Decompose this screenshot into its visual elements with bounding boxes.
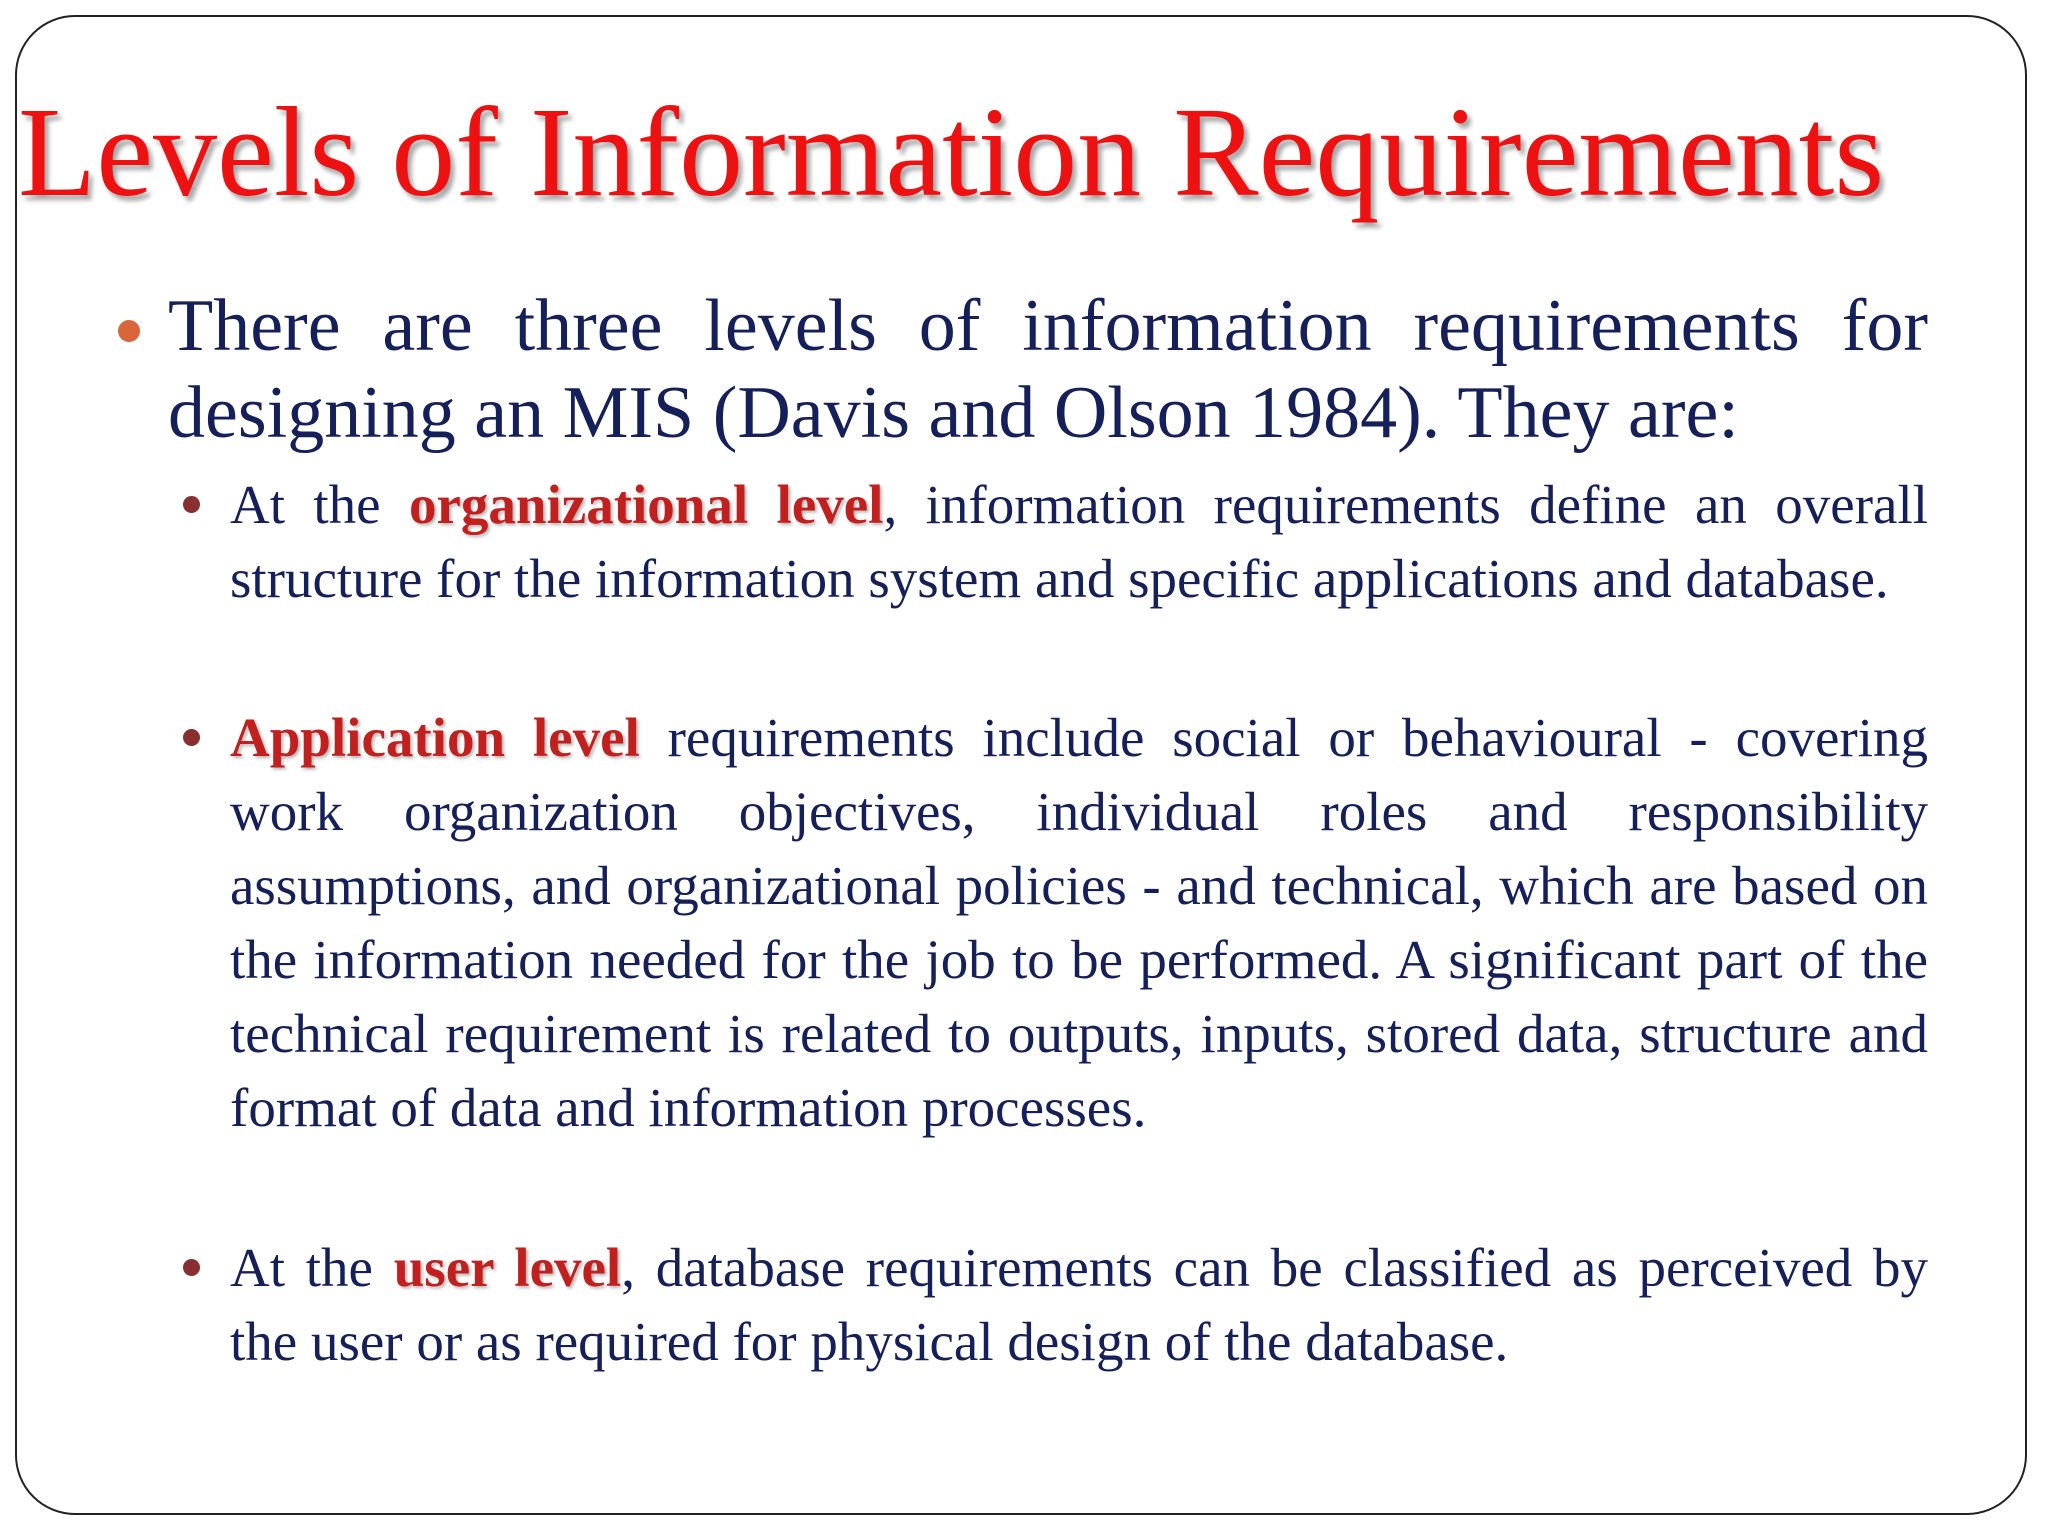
- item-text: , information requirements define an overall structure for the information system and specific applications and database.: [230, 474, 1929, 609]
- organizational-level-item: [230, 468, 1928, 616]
- slide-title: Levels of Information Requirements: [18, 81, 1885, 223]
- item-prefix: At the: [230, 1237, 394, 1298]
- item-text: , database requirements can be classified as perceived by the user or as required for physical design of the database.: [230, 1237, 1928, 1372]
- application-level-keyword: Application level: [230, 707, 640, 768]
- item-text: requirements include social or behavioural - covering work organization objectives, individual roles and responsibility assumptions, and organizational policies - and technical, which are based on the information needed for the job to be performed. A significant part of the technical requirement is related to outputs, inputs, stored data, structure and format of data and information processes.: [230, 707, 1928, 1138]
- sub-bullet-icon: [183, 729, 200, 746]
- user-level-keyword: user level: [393, 1237, 622, 1298]
- sub-bullet-icon: [183, 496, 200, 513]
- application-level-item: [230, 701, 1928, 1145]
- organizational-level-keyword: organizational level: [409, 474, 884, 535]
- intro-paragraph: There are three levels of information requirements for designing an MIS (Davis and Olson 1984). They are:: [168, 285, 1928, 454]
- sub-bullet-icon: [183, 1259, 200, 1276]
- item-prefix: At the: [230, 474, 409, 535]
- main-bullet-icon: [118, 320, 140, 342]
- user-level-item: [230, 1231, 1928, 1379]
